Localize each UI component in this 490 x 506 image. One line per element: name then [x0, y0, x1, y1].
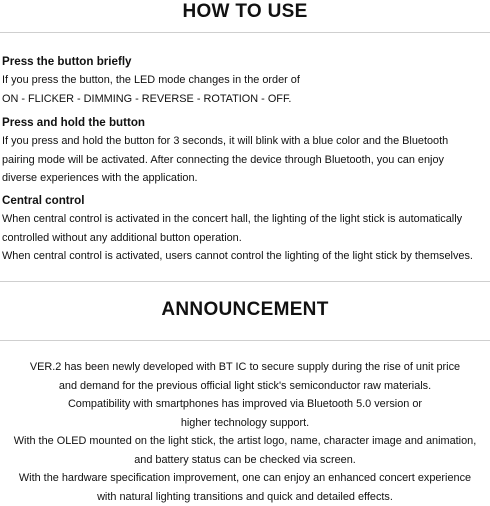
announcement-title: ANNOUNCEMENT — [0, 299, 490, 321]
divider — [0, 281, 490, 282]
section-heading: Press and hold the button — [2, 114, 488, 132]
section-text-line: If you press the button, the LED mode changes in the order of — [2, 71, 488, 90]
section-text-line: diverse experiences with the application. — [2, 169, 488, 188]
section-text-line: ON - FLICKER - DIMMING - REVERSE - ROTATION - OFF. — [2, 90, 488, 109]
section-press-hold — [2, 114, 488, 188]
announcement-line: with natural lighting transitions and quick and detailed effects. — [0, 488, 490, 506]
section-heading: Central control — [2, 192, 488, 210]
section-text-line: If you press and hold the button for 3 seconds, it will blink with a blue color and the Bluetooth — [2, 132, 488, 151]
how-to-use-title: HOW TO USE — [0, 1, 490, 23]
announcement-line: With the hardware specification improvement, one can enjoy an enhanced concert experience — [0, 469, 490, 488]
announcement-line: Compatibility with smartphones has improved via Bluetooth 5.0 version or — [0, 395, 490, 414]
divider — [0, 32, 490, 33]
section-text-line: controlled without any additional button operation. — [2, 229, 488, 248]
section-press-briefly — [2, 53, 488, 108]
divider — [0, 340, 490, 341]
section-text-line: When central control is activated in the concert hall, the lighting of the light stick is automatically — [2, 210, 488, 229]
announcement-line: higher technology support. — [0, 414, 490, 433]
section-central-control — [2, 192, 488, 266]
section-text-line: pairing mode will be activated. After connecting the device through Bluetooth, you can enjoy — [2, 151, 488, 170]
announcement-line: and demand for the previous official light stick's semiconductor raw materials. — [0, 377, 490, 396]
announcement-line: and battery status can be checked via screen. — [0, 451, 490, 470]
announcement-line: VER.2 has been newly developed with BT IC to secure supply during the rise of unit price — [0, 358, 490, 377]
section-text-line: When central control is activated, users cannot control the lighting of the light stick by themselves. — [2, 247, 488, 266]
announcement-body — [0, 358, 490, 506]
announcement-line: With the OLED mounted on the light stick, the artist logo, name, character image and animation, — [0, 432, 490, 451]
section-heading: Press the button briefly — [2, 53, 488, 71]
